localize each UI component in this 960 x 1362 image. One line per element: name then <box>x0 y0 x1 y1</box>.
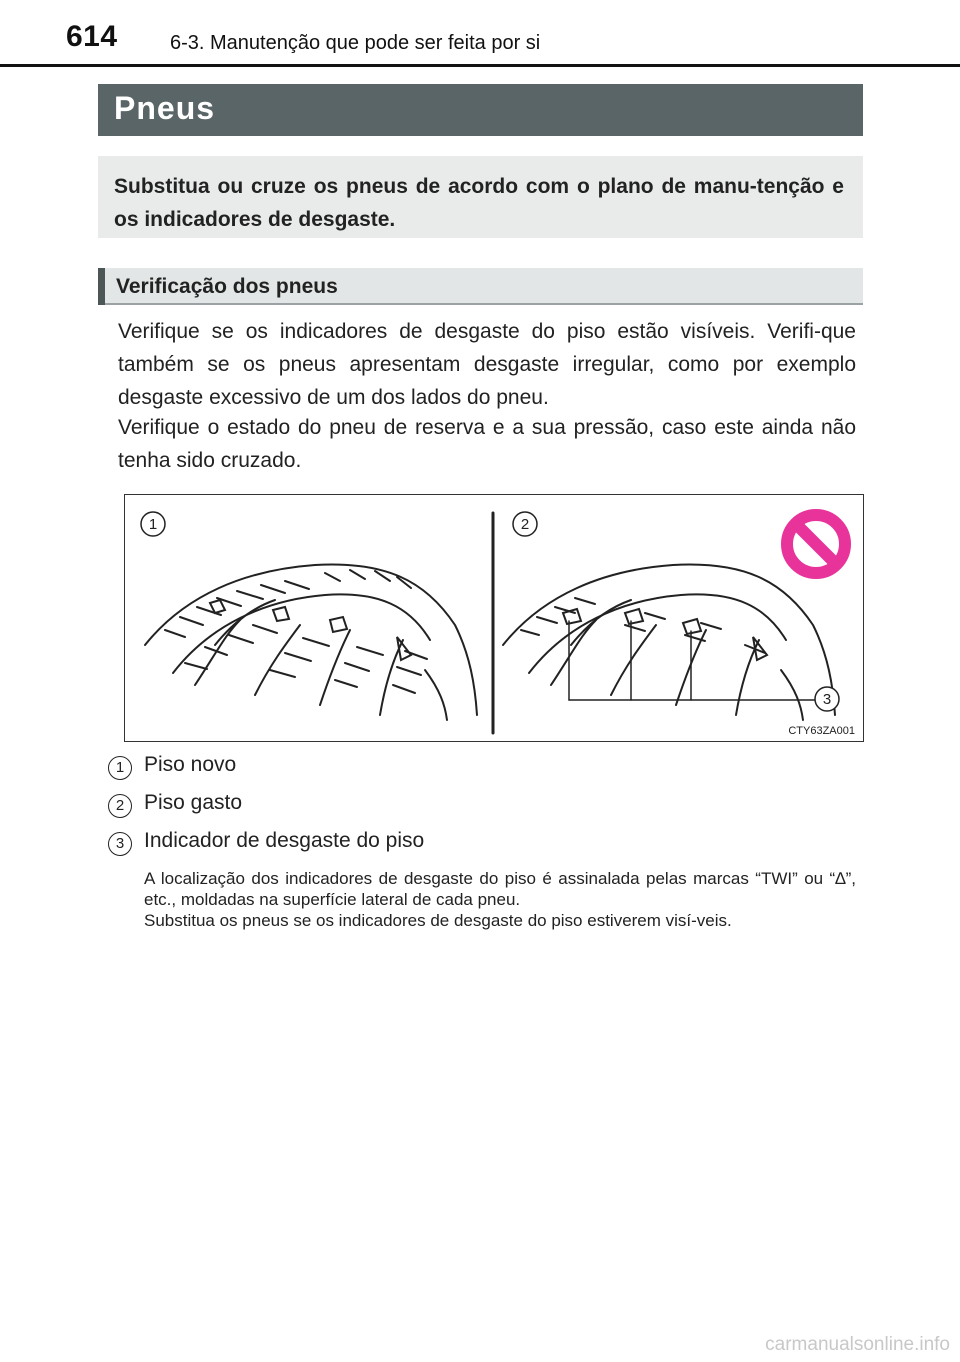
intro-text: Substitua ou cruze os pneus de acordo com o plano de manu-tenção e os indicadores de desgaste. <box>114 175 844 231</box>
legend-number: 2 <box>108 794 132 818</box>
note-paragraph-2: Substitua os pneus se os indicadores de desgaste do piso estiverem visí-veis. <box>144 911 732 930</box>
legend-number: 1 <box>108 756 132 780</box>
callout-1: 1 <box>148 516 158 533</box>
legend-label: Piso gasto <box>144 791 243 814</box>
callout-3: 3 <box>822 691 832 708</box>
section-heading <box>98 268 863 305</box>
legend-number: 3 <box>108 832 132 856</box>
tire-tread-worn <box>503 564 835 720</box>
watermark: carmanualsonline.info <box>765 1334 950 1355</box>
figure-code: CTY63ZA001 <box>788 725 855 737</box>
title-bar <box>98 84 863 136</box>
page-number: 614 <box>66 20 118 53</box>
header-rule <box>0 64 960 67</box>
tire-figure <box>124 494 864 742</box>
legend-label: Indicador de desgaste do piso <box>144 829 425 852</box>
body-paragraph-2: Verifique o estado do pneu de reserva e a sua pressão, caso este ainda não tenha sido cruzado. <box>118 416 856 472</box>
intro-box <box>98 156 863 238</box>
note-paragraph-1: A localização dos indicadores de desgaste do piso é assinalada pelas marcas “TWI” ou “∆”, etc., moldadas na superfície lateral de cada pneu. <box>144 869 856 909</box>
section-title: Verificação dos pneus <box>116 275 338 298</box>
running-header: 6-3. Manutenção que pode ser feita por si <box>170 32 541 54</box>
tire-tread-new <box>145 564 477 720</box>
section-accent <box>98 268 105 305</box>
legend-label: Piso novo <box>144 753 237 776</box>
note-text <box>144 868 856 931</box>
tire-illustration <box>125 495 863 741</box>
body-paragraph-1: Verifique se os indicadores de desgaste do piso estão visíveis. Verifi-que também se os pneus apresentam desgaste irregular, como por exemplo desgaste excessivo de um dos lados do pneu. <box>118 320 856 409</box>
page-title: Pneus <box>114 90 216 126</box>
callout-2: 2 <box>520 516 530 533</box>
prohibition-icon <box>787 515 845 573</box>
